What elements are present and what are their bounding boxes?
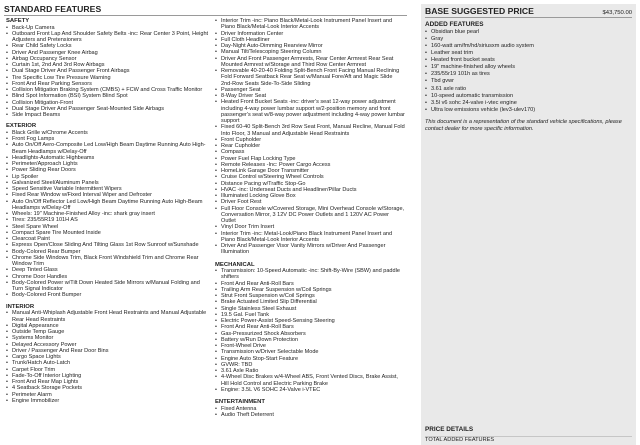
feature-item: • Fixed Antenna [215,406,405,412]
feature-item: • Fixed Rear Window w/Fixed Interval Wiper and Defroster [6,192,210,198]
feature-item: • Trailing Arm Rear Suspension w/Coil Springs [215,287,405,293]
added-feature-item: • 3.5l v6 sohc 24-valve i-vtec engine [425,100,632,107]
feature-item: • Driver And Front Passenger Armrests, Rear Center Armrest Rear Seat Mounted Armrest w/Storage and Third Row Center Armrest [215,56,405,69]
section-heading-interior: INTERIOR [6,303,35,310]
section-heading-entertainment: ENTERTAINMENT [215,399,265,406]
feature-item: • Interior Trim -inc: Metal-Look/Piano Black Instrument Panel Insert and Piano Black/Metal-Look Interior Accents [215,231,405,244]
added-feature-item: • Gray [425,36,632,43]
feature-item: • Blind Spot Information (BSI) System Blind Spot [6,93,210,99]
feature-item: • Speed Sensitive Variable Intermittent Wipers [6,186,210,192]
feature-item: • Engine: 3.5L V6 SOHC 24-Valve i-VTEC [215,387,405,393]
feature-list-safety [6,25,210,119]
feature-item: • Passenger Seat [215,87,405,93]
disclaimer-text: This document is a representation of the standard vehicle specifications, please contact dealer for more specific information. [425,118,622,132]
feature-item: • Front Fog Lamps [6,136,210,142]
feature-item: • Transmission w/Driver Selectable Mode [215,349,405,355]
feature-item: • GVWR: TBD [215,362,405,368]
feature-item: • Body-Colored Rear Bumper [6,249,210,255]
feature-item: • Driver And Passenger Visor Vanity Mirrors w/Driver And Passenger Illumination [215,243,405,256]
added-feature-item: • 10-speed automatic transmission [425,93,632,100]
standard-features-panel [4,4,407,445]
added-features-list [425,29,632,114]
added-feature-item: • 19" machine-finished alloy wheels [425,64,632,71]
feature-item: • Front And Rear Parking Sensors [6,81,210,87]
feature-item: • Auto On/Off Reflector Led Low/High Beam Daytime Running Auto High-Beam Headlamps w/Delay-Off [6,199,210,212]
feature-item: • Heated Front Bucket Seats -inc: driver's seat 12-way power adjustment including 4-way power lumbar support w/2-position memory and front passenger's seat w/8-way power adjustment including 4-way power lumbar support [215,99,405,124]
feature-item: • Lip Spoiler [6,174,210,180]
features-right-column [210,18,405,418]
added-feature-item: • Tbd gvwr [425,78,632,85]
section-heading-exterior: EXTERIOR [6,123,37,130]
feature-item: • Front And Rear Anti-Roll Bars [215,324,405,330]
feature-item: • Driver And Passenger Knee Airbag [6,50,210,56]
feature-item: • Audio Theft Deterrent [215,412,405,418]
feature-item: • HVAC -inc: Underseat Ducts and Headliner/Pillar Ducts [215,187,405,193]
feature-list-interior [6,310,210,404]
features-left-column [4,18,210,418]
feature-item: • Engine Immobilizer [6,398,210,404]
added-feature-item: • 160-watt am/fm/hd/siriusxm audio system [425,43,632,50]
feature-item: • Body-Colored Power w/Tilt Down Heated Side Mirrors w/Manual Folding and Turn Signal Indicator [6,280,210,293]
feature-item: • 3.61 Axle Ratio [215,368,405,374]
feature-item: • Vinyl Door Trim Insert [215,224,405,230]
added-feature-item: • Obsidian blue pearl [425,29,632,36]
feature-item: • HomeLink Garage Door Transmitter [215,168,405,174]
feature-item: • Manual Anti-Whiplash Adjustable Front Head Restraints and Manual Adjustable Rear Head Restraints [6,310,210,323]
feature-item: • Back-Up Camera [6,25,210,31]
feature-item: • Outside Temp Gauge [6,329,210,335]
feature-item: • Electric Power-Assist Speed-Sensing Steering [215,318,405,324]
feature-item: • Collision Mitigation Braking System (CMBS) + FCW and Cross Traffic Monitor [6,87,210,93]
feature-item: • Chrome Side Windows Trim, Black Front Windshield Trim and Chrome Rear Window Trim [6,255,210,268]
feature-item: • Driver Foot Rest [215,199,405,205]
feature-item: • Front-Wheel Drive [215,343,405,349]
feature-item: • Driver / Passenger And Rear Door Bins [6,348,210,354]
feature-item: • Single Stainless Steel Exhaust [215,306,405,312]
feature-item: • Deep Tinted Glass [6,267,210,273]
feature-item: • Front And Rear Map Lights [6,379,210,385]
added-feature-item: • Heated front bucket seats [425,57,632,64]
standard-features-title: STANDARD FEATURES [4,4,407,16]
base-price-header [425,6,632,18]
feature-item: • Clearcoat Paint [6,236,210,242]
feature-item: • Illuminated Locking Glove Box [215,193,405,199]
feature-item: • Strut Front Suspension w/Coil Springs [215,293,405,299]
feature-item: • Trunk/Hatch Auto-Latch [6,360,210,366]
feature-item: • Airbag Occupancy Sensor [6,56,210,62]
feature-item: • Perimeter Alarm [6,392,210,398]
feature-item: • Carpet Floor Trim [6,367,210,373]
total-added-features-row [425,436,632,444]
feature-item: • Tires: 235/55R19 101H AS [6,217,210,223]
feature-item: • Distance Pacing w/Traffic Stop-Go [215,181,405,187]
feature-item: • Dual Stage Driver And Passenger Seat-Mounted Side Airbags [6,106,210,112]
feature-item: • Compass [215,149,405,155]
feature-item: • Delayed Accessory Power [6,342,210,348]
feature-item: • Cruise Control w/Steering Wheel Controls [215,174,405,180]
section-heading-safety: SAFETY [6,18,30,24]
feature-item: • Headlights-Automatic Highbeams [6,155,210,161]
price-sidebar [421,4,636,445]
feature-item: • Digital Appearance [6,323,210,329]
added-features-heading: ADDED FEATURES [425,21,484,29]
feature-item: • Auto On/Off Aero-Composite Led Low/High Beam Daytime Running Auto High-Beam Headlamps w/Delay-Off [6,142,210,155]
added-feature-item: • Leather seat trim [425,50,632,57]
feature-item: • Outboard Front Lap And Shoulder Safety Belts -inc: Rear Center 3 Point, Height Adjusters and Pretensioners [6,31,210,44]
feature-item: • Front Cupholder [215,137,405,143]
feature-item: • Black Grille w/Chrome Accents [6,130,210,136]
feature-item: • Wheels: 19" Machine-Finished Alloy -inc: shark gray insert [6,211,210,217]
feature-item: • Engine Auto Stop-Start Feature [215,356,405,362]
feature-item: • 4-Wheel Disc Brakes w/4-Wheel ABS, Front Vented Discs, Brake Assist, Hill Hold Control and Electric Parking Brake [215,374,405,387]
base-price-title: BASE SUGGESTED PRICE [425,6,534,16]
feature-item: • Full Cloth Headliner [215,37,405,43]
feature-item: • Fixed 60-40 Split-Bench 3rd Row Seat Front, Manual Recline, Manual Fold Into Floor, 3 Manual and Adjustable Head Restraints [215,124,405,137]
feature-item: • Driver Information Center [215,31,405,37]
section-heading-mechanical: MECHANICAL [215,261,255,268]
feature-item: • Dual Stage Driver And Passenger Front Airbags [6,68,210,74]
feature-item: • Galvanized Steel/Aluminum Panels [6,180,210,186]
feature-item: • Removable 40-20-40 Folding Split-Bench Front Facing Manual Reclining Fold Forward Seatback Rear Seat w/Manual Fore/Aft and Magic Slide 2nd-Row Seats Side-To-Side Sliding [215,68,405,87]
feature-item: • Side Impact Beams [6,112,210,118]
feature-item: • Interior Trim -inc: Piano Black/Metal-Look Instrument Panel Insert and Piano Black/Metal-Look Interior Accents [215,18,405,31]
feature-item: • 19.5 Gal. Fuel Tank [215,312,405,318]
added-feature-item: • 3.61 axle ratio [425,86,632,93]
feature-item: • Perimeter/Approach Lights [6,161,210,167]
feature-item: • Brake Actuated Limited Slip Differential [215,299,405,305]
total-added-features-label: TOTAL ADDED FEATURES [425,437,495,443]
feature-item: • Systems Monitor [6,335,210,341]
feature-item: • Gas-Pressurized Shock Absorbers [215,331,405,337]
feature-item: • Day-Night Auto-Dimming Rearview Mirror [215,43,405,49]
feature-item: • Collision Mitigation-Front [6,100,210,106]
feature-item: • Fade-To-Off Interior Lighting [6,373,210,379]
feature-list-mechanical [215,268,405,393]
feature-list-exterior [6,130,210,299]
feature-item: • Body-Colored Front Bumper [6,292,210,298]
feature-item: • Rear Child Safety Locks [6,43,210,49]
feature-item: • Tire Specific Low Tire Pressure Warning [6,75,210,81]
feature-item: • Transmission: 10-Speed Automatic -inc: Shift-By-Wire (SBW) and paddle shifters [215,268,405,281]
feature-item: • Rear Cupholder [215,143,405,149]
price-details-title: PRICE DETAILS [425,426,474,433]
base-price-amount: $43,750.00 [602,10,632,16]
feature-item: • Curtain 1st, 2nd And 3rd Row Airbags [6,62,210,68]
feature-list-entertainment [215,406,405,419]
feature-item: • Full Floor Console w/Covered Storage, Mini Overhead Console w/Storage, Conversation Mirror, 3 12V DC Power Outlets and 1 120V AC Power Outlet [215,206,405,225]
feature-item: • Compact Spare Tire Mounted Inside [6,230,210,236]
feature-list-continued [215,18,405,256]
feature-item: • Steel Spare Wheel [6,224,210,230]
added-feature-item: • Ultra low emissions vehicle (lev3-ulev170) [425,107,632,114]
feature-item: • Cargo Space Lights [6,354,210,360]
feature-item: • Chrome Door Handles [6,274,210,280]
feature-item: • Front And Rear Anti-Roll Bars [215,281,405,287]
feature-item: • Express Open/Close Sliding And Tilting Glass 1st Row Sunroof w/Sunshade [6,242,210,248]
feature-item: • Manual Tilt/Telescoping Steering Column [215,49,405,55]
added-feature-item: • 235/55r19 101h as tires [425,71,632,78]
feature-item: • 8-Way Driver Seat [215,93,405,99]
feature-item: • Power Sliding Rear Doors [6,167,210,173]
feature-item: • Power Fuel Flap Locking Type [215,156,405,162]
feature-item: • 4 Seatback Storage Pockets [6,385,210,391]
price-details-section [425,426,632,444]
feature-item: • Remote Releases -Inc: Power Cargo Access [215,162,405,168]
feature-item: • Battery w/Run Down Protection [215,337,405,343]
